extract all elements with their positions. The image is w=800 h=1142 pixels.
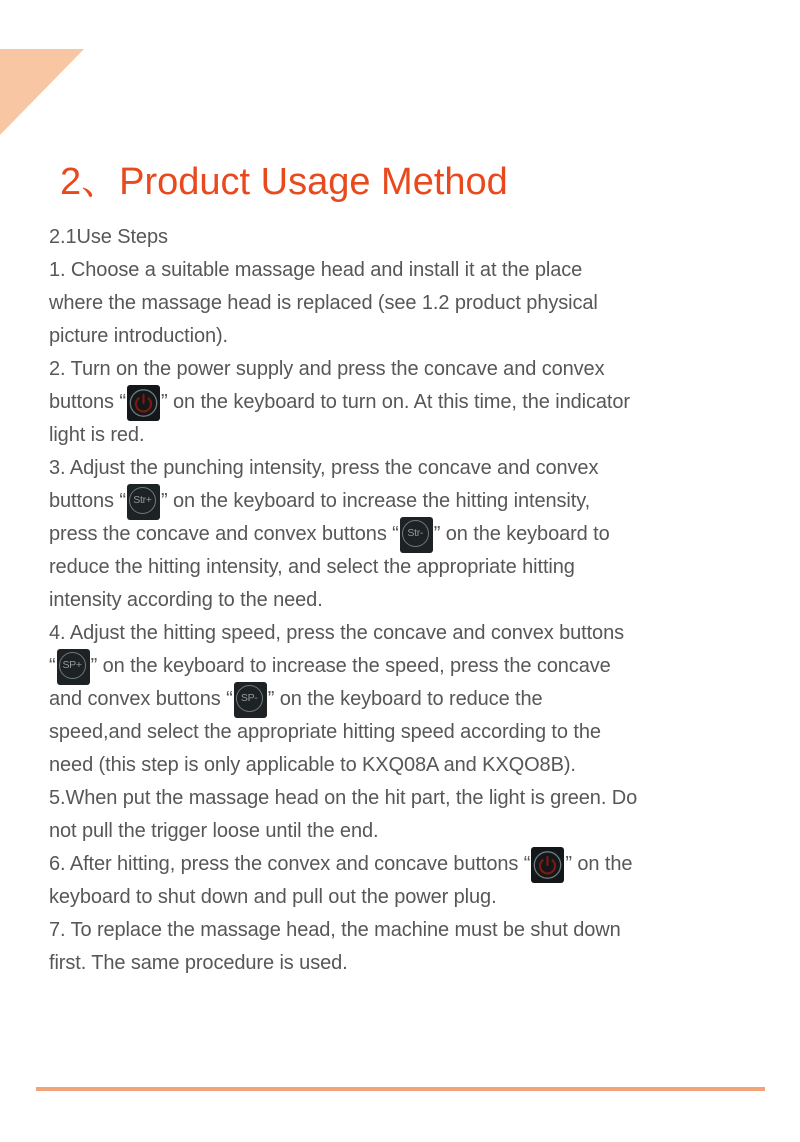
step-text: press the concave and convex buttons “ — [49, 523, 399, 545]
step-text: ” on the keyboard to reduce the — [267, 688, 543, 710]
step-text: ” on the keyboard to — [433, 523, 610, 545]
power-key-icon — [531, 847, 564, 883]
step-text: reduce the hitting intensity, and select the appropriate hitting — [49, 556, 575, 578]
step-text: 3. Adjust the punching intensity, press the concave and convex — [49, 457, 599, 479]
page-content — [49, 0, 764, 980]
step-text: speed,and select the appropriate hitting speed according to the — [49, 721, 601, 743]
power-symbol-icon — [127, 385, 160, 421]
step-text: buttons “ — [49, 490, 126, 512]
key-label: Str- — [402, 520, 429, 547]
step-text: ” on the keyboard to increase the speed, press the concave — [90, 655, 611, 677]
step-text: 2. Turn on the power supply and press the concave and convex — [49, 358, 605, 380]
page-title: 2、Product Usage Method — [60, 161, 508, 203]
step-text: where the massage head is replaced (see 1.2 product physical — [49, 292, 598, 314]
step-text: ” on the keyboard to turn on. At this time, the indicator — [160, 391, 630, 413]
step-4 — [49, 617, 764, 782]
step-1 — [49, 254, 764, 353]
step-3 — [49, 452, 764, 617]
footer-accent-bar — [36, 1087, 765, 1091]
step-text: 7. To replace the massage head, the machine must be shut down — [49, 919, 621, 941]
power-key-icon — [127, 385, 160, 421]
key-label: SP- — [236, 685, 263, 712]
sp-minus-key-icon — [234, 682, 267, 718]
step-text: 6. After hitting, press the convex and concave buttons “ — [49, 853, 531, 875]
step-6 — [49, 848, 764, 914]
step-text: and convex buttons “ — [49, 688, 233, 710]
key-label: Str+ — [129, 487, 156, 514]
step-text: 4. Adjust the hitting speed, press the concave and convex buttons — [49, 622, 624, 644]
steps-list — [49, 254, 764, 980]
step-text: need (this step is only applicable to KXQ08A and KXQO8B). — [49, 754, 576, 776]
power-symbol-icon — [531, 847, 564, 883]
key-label: SP+ — [59, 652, 86, 679]
step-text: not pull the trigger loose until the end. — [49, 820, 379, 842]
step-5 — [49, 782, 764, 848]
step-text: ” on the — [565, 853, 633, 875]
step-text: keyboard to shut down and pull out the power plug. — [49, 886, 497, 908]
step-text: 1. Choose a suitable massage head and install it at the place — [49, 259, 583, 281]
sp-plus-key-icon — [57, 649, 90, 685]
section-subtitle: 2.1Use Steps — [49, 226, 168, 248]
step-text: 5.When put the massage head on the hit part, the light is green. Do — [49, 787, 638, 809]
step-text: buttons “ — [49, 391, 126, 413]
step-text: intensity according to the need. — [49, 589, 323, 611]
str-plus-key-icon — [127, 484, 160, 520]
step-7 — [49, 914, 764, 980]
step-text: light is red. — [49, 424, 145, 446]
step-text: first. The same procedure is used. — [49, 952, 348, 974]
step-text: “ — [49, 655, 56, 677]
step-text: ” on the keyboard to increase the hitting intensity, — [160, 490, 591, 512]
step-text: picture introduction). — [49, 325, 229, 347]
step-2 — [49, 353, 764, 452]
str-minus-key-icon — [400, 517, 433, 553]
